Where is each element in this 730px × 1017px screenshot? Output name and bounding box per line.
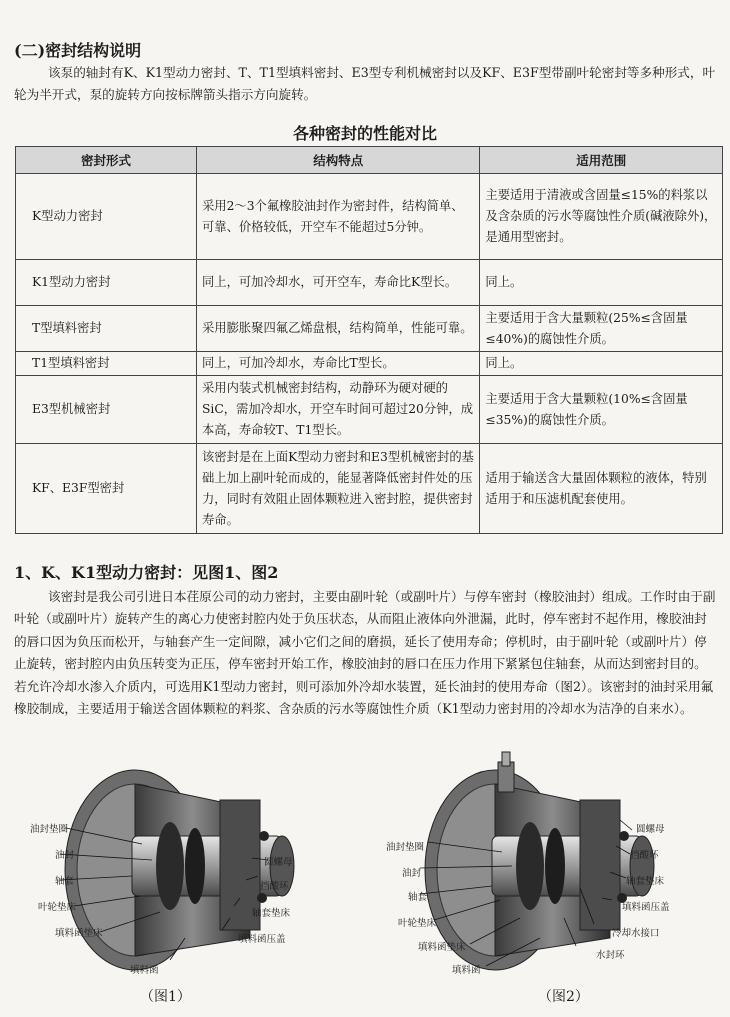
section-title: (二)密封结构说明 [14,41,142,60]
cell-seal-type: K型动力密封 [16,174,197,260]
fig1-label-left: 叶轮垫床 [38,902,77,913]
cell-feature: 同上，可加冷却水，寿命比T型长。 [196,352,479,376]
fig1-label-right: 轴套垫床 [252,908,291,919]
fig2-label-left: 轴套 [408,892,428,903]
cell-seal-type: KF、E3F型密封 [16,444,197,534]
cell-scope: 主要适用于含大量颗粒(25%≤含固量≤40%)的腐蚀性介质。 [480,306,723,352]
fig1-label-left: 轴套 [55,876,75,887]
fig2-label-left: 填料函 [452,965,481,976]
cell-feature: 采用内装式机械密封结构，动静环为硬对硬的SiC，需加冷却水，开空车时间可超过20分钟，成本高，寿命较T、T1型长。 [196,376,479,444]
cell-seal-type: T型填料密封 [16,306,197,352]
table-header-row [16,147,723,174]
fig2-label-right: 水封环 [596,950,625,961]
fig2-label-right: 轴套垫床 [626,876,665,887]
fig2-label-left: 油封垫圈 [386,842,425,853]
cell-scope: 适用于输送含大量固体颗粒的液体，特别适用于和压滤机配套使用。 [480,444,723,534]
fig2-label-right: 挡酸环 [630,850,659,861]
fig1-label-left: 油封垫圈 [30,824,69,835]
cell-seal-type: K1型动力密封 [16,260,197,306]
fig2-label-right: 填料函压盖 [622,902,670,913]
seal-comparison-table [15,146,723,534]
cell-scope: 主要适用于清液或含固量≤15%的料浆以及含杂质的污水等腐蚀性介质(碱液除外)，是通用型密封。 [480,174,723,260]
header-seal-type: 密封形式 [16,147,197,174]
table-row [16,260,723,306]
table-row [16,174,723,260]
table-row [16,306,723,352]
fig1-label-left: 油封 [55,850,75,861]
fig2-label-left: 填料函垫床 [418,942,466,953]
cell-seal-type: E3型机械密封 [16,376,197,444]
table-row [16,352,723,376]
figure-2-caption: （图2） [538,989,589,1005]
table-row [16,444,723,534]
fig1-label-right: 挡酸环 [260,881,289,892]
header-scope: 适用范围 [480,147,723,174]
fig1-label-right: 圆螺母 [264,857,293,868]
cell-scope: 主要适用于含大量颗粒(10%≤含固量≤35%)的腐蚀性介质。 [480,376,723,444]
fig2-label-left: 油封 [402,868,422,879]
cell-seal-type: T1型填料密封 [16,352,197,376]
fig1-label-left: 填料函垫床 [55,928,103,939]
fig2-label-right: 圆螺母 [636,824,665,835]
section1-paragraph: 该密封是我公司引进日本荏原公司的动力密封，主要由副叶轮（或副叶片）与停车密封（橡胶油封）组成。工作时由于副叶轮（或副叶片）旋转产生的离心力使密封腔内处于负压状态，从而阻止液体向外泄漏，此时，停车密封不起作用，橡胶油封的唇口因为负压而松开，与轴套产生一定间隙，减小它们之间的磨损，延长了使用寿命；停机时，由于副叶轮（或副叶片）停止旋转，密封腔内由负压转变为正压，停车密封开始工作，橡胶油封的唇口在压力作用下紧紧包住轴套，从而达到密封目的。若允许冷却水渗入介质内，可选用K1型动力密封，则可添加外冷却水装置，延长油封的使用寿命（图2）。该密封的油封采用氟橡胶制成，主要适用于输送含固体颗粒的料浆、含杂质的污水等腐蚀性介质（K1型动力密封用的冷却水为洁净的自来水）。 [14,589,716,717]
table-caption: 各种密封的性能对比 [292,124,437,143]
cell-feature: 同上，可加冷却水，可开空车，寿命比K型长。 [196,260,479,306]
header-feature: 结构特点 [196,147,479,174]
table-row [16,376,723,444]
fig1-label-left: 填料函 [130,965,159,976]
cell-feature: 采用膨胀聚四氟乙烯盘根，结构简单，性能可靠。 [196,306,479,352]
cell-feature: 该密封是在上面K型动力密封和E3型机械密封的基础上加上副叶轮而成的，能显著降低密封件处的压力，同时有效阻止固体颗粒进入密封腔，提供密封寿命。 [196,444,479,534]
figure-1-caption: （图1） [140,989,191,1005]
intro-paragraph: 该泵的轴封有K、K1型动力密封、T、T1型填料密封、E3型专利机械密封以及KF、E3F型带副叶轮密封等多种形式，叶轮为半开式，泵的旋转方向按标牌箭头指示方向旋转。 [14,65,716,102]
cell-scope: 同上。 [480,260,723,306]
fig1-label-right: 填料函压盖 [238,934,286,945]
fig2-label-right: 冷却水接口 [612,928,660,939]
cell-scope: 同上。 [480,352,723,376]
cell-feature: 采用2～3个氟橡胶油封作为密封件，结构简单、可靠、价格较低，开空车不能超过5分钟。 [196,174,479,260]
fig2-label-left: 叶轮垫床 [398,918,437,929]
section1-title: 1、K、K1型动力密封：见图1、图2 [14,563,279,582]
